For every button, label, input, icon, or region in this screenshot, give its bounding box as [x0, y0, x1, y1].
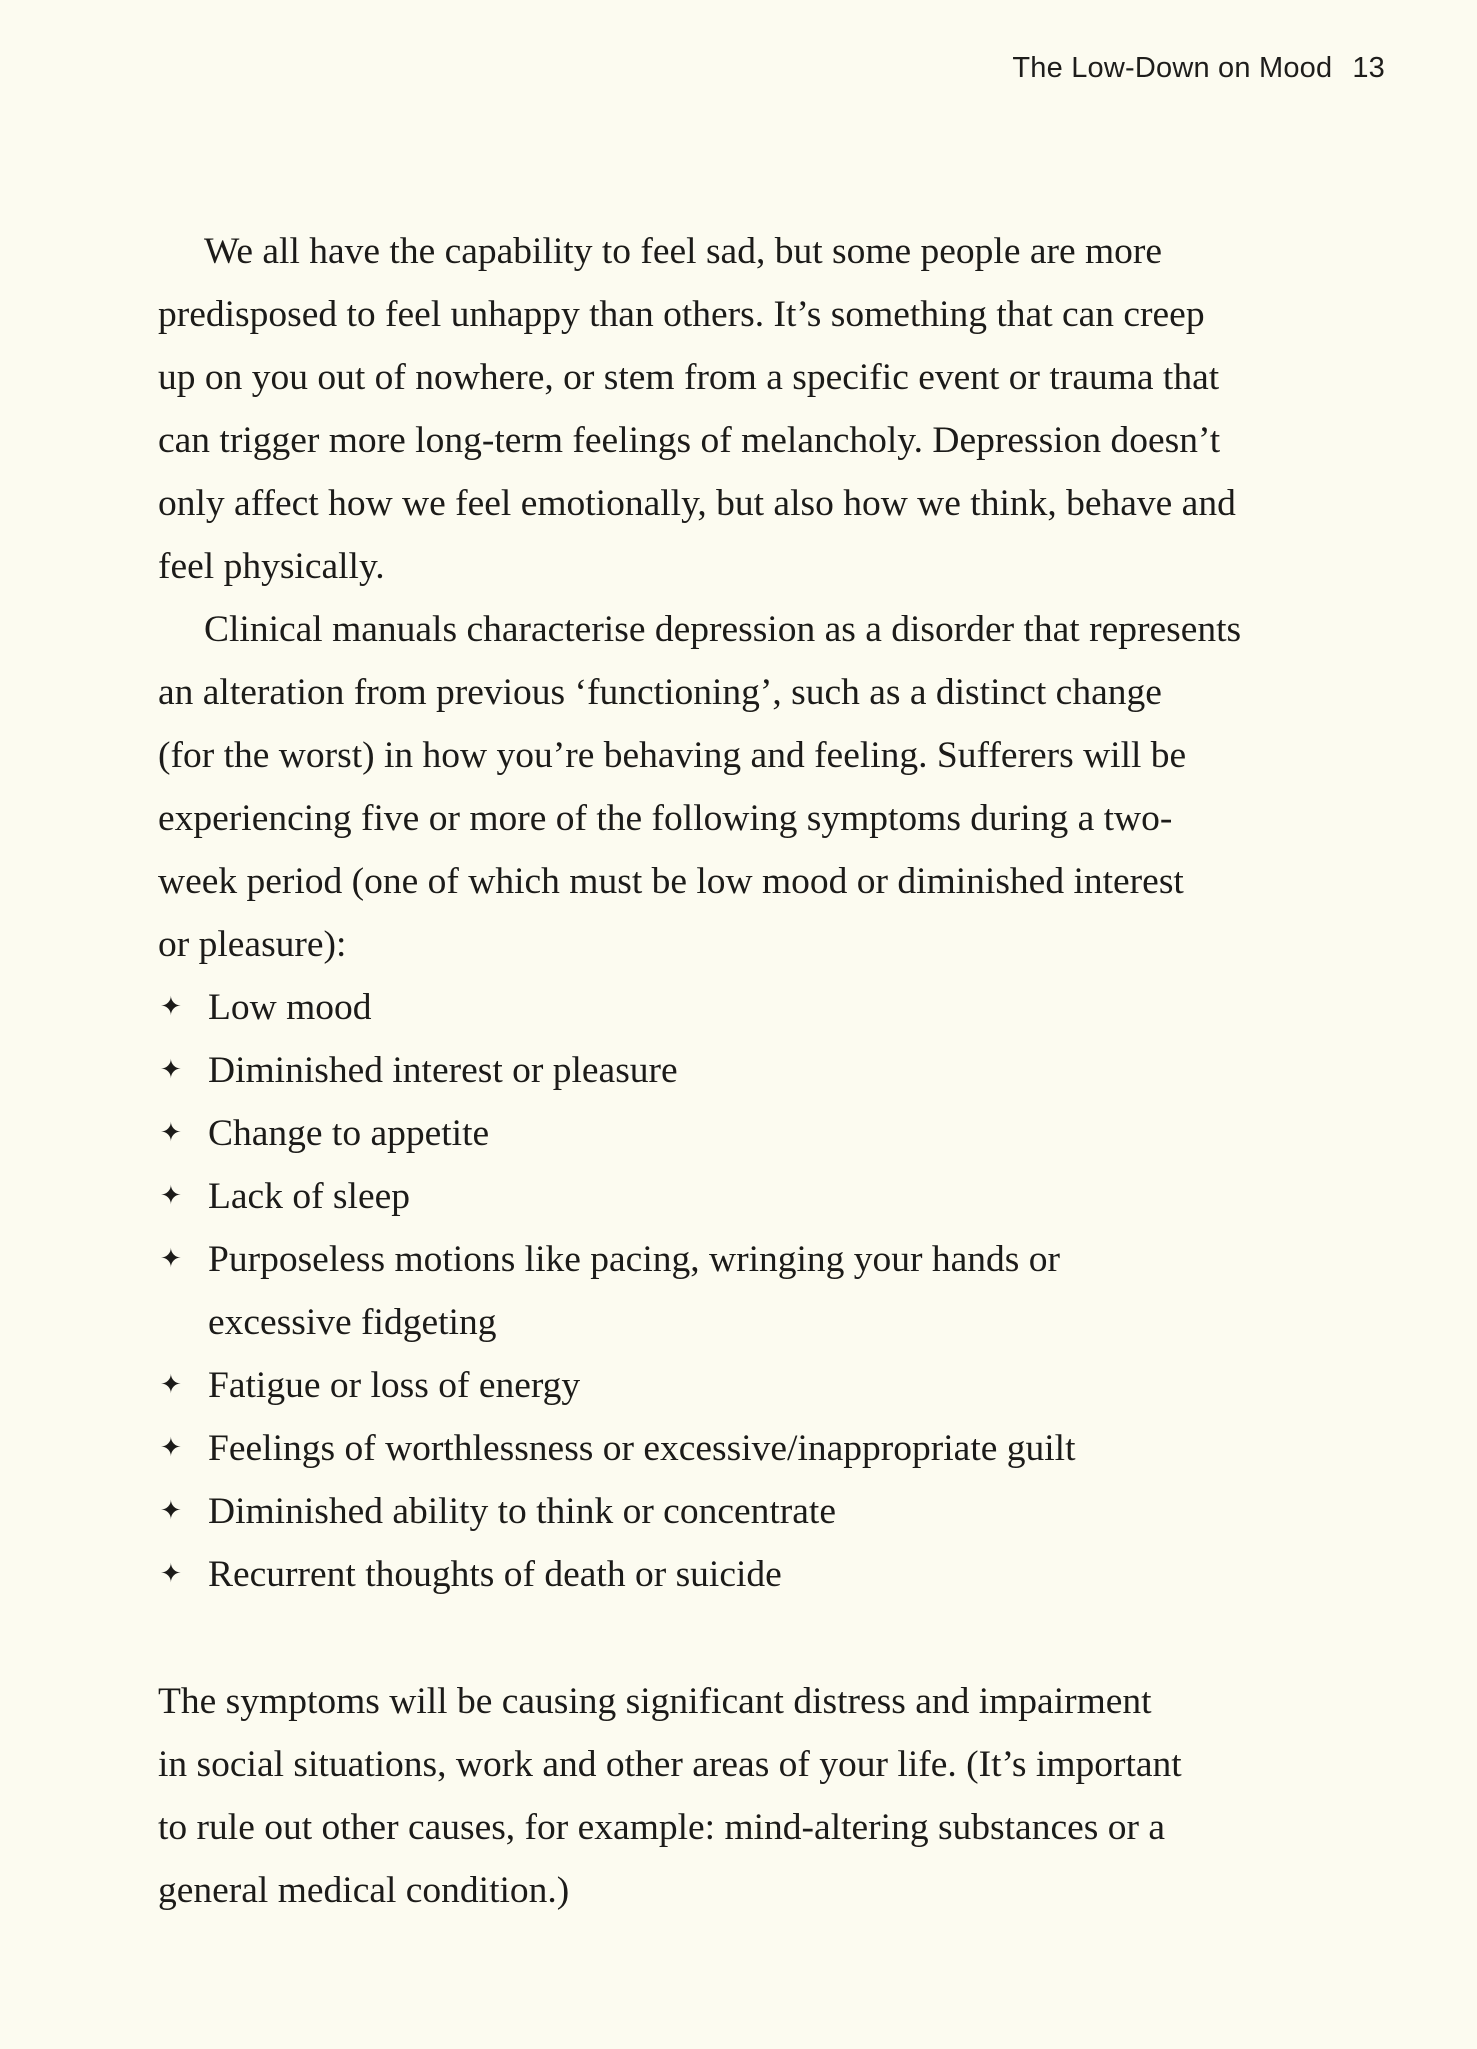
running-title: The Low-Down on Mood: [1012, 52, 1333, 84]
paragraph-line: Clinical manuals characterise depression as a disorder that represents: [204, 609, 1242, 650]
page-number: 13: [1352, 52, 1385, 84]
four-pointed-star-icon: ✦: [160, 1559, 182, 1589]
symptom-list: [158, 976, 1398, 1606]
symptom-item: [158, 1039, 1398, 1102]
symptom-text: Change to appetite: [208, 1113, 490, 1154]
paragraph-line: experiencing five or more of the following symptoms during a two-: [158, 798, 1173, 839]
symptom-text: Diminished ability to think or concentrate: [208, 1491, 836, 1532]
four-pointed-star-icon: ✦: [160, 1118, 182, 1148]
symptom-text: Lack of sleep: [208, 1176, 410, 1217]
paragraph-line: feel physically.: [158, 546, 385, 587]
paragraph-line: week period (one of which must be low mood or diminished interest: [158, 861, 1184, 902]
symptom-item: [158, 1354, 1398, 1417]
paragraph-line: an alteration from previous ‘functioning’, such as a distinct change: [158, 672, 1162, 713]
symptom-item: [158, 1480, 1398, 1543]
symptom-item: [158, 1543, 1398, 1606]
four-pointed-star-icon: ✦: [160, 1055, 182, 1085]
symptom-text: Feelings of worthlessness or excessive/inappropriate guilt: [208, 1428, 1076, 1469]
four-pointed-star-icon: ✦: [160, 1433, 182, 1463]
symptom-item: [158, 1102, 1398, 1165]
paragraph-clinical-manuals: [158, 598, 1398, 976]
four-pointed-star-icon: ✦: [160, 1370, 182, 1400]
paragraph-symptoms-distress: [158, 1670, 1398, 1922]
paragraph-line: only affect how we feel emotionally, but also how we think, behave and: [158, 483, 1236, 524]
paragraph-line: in social situations, work and other areas of your life. (It’s important: [158, 1744, 1182, 1785]
four-pointed-star-icon: ✦: [160, 1181, 182, 1211]
four-pointed-star-icon: ✦: [160, 1244, 182, 1274]
symptom-text: Low mood: [208, 987, 372, 1028]
paragraph-line: to rule out other causes, for example: mind-altering substances or a: [158, 1807, 1165, 1848]
symptom-item: [158, 1165, 1398, 1228]
section-gap: [158, 1606, 1398, 1670]
symptom-text: excessive fidgeting: [208, 1302, 497, 1343]
symptom-item: [158, 976, 1398, 1039]
symptom-text: Diminished interest or pleasure: [208, 1050, 678, 1091]
paragraph-line: predisposed to feel unhappy than others. It’s something that can creep: [158, 294, 1205, 335]
symptom-item: [158, 1228, 1398, 1354]
paragraph-line: The symptoms will be causing significant distress and impairment: [158, 1681, 1152, 1722]
paragraph-line: We all have the capability to feel sad, but some people are more: [204, 231, 1163, 272]
symptom-text: Recurrent thoughts of death or suicide: [208, 1554, 782, 1595]
running-header: [1012, 52, 1385, 85]
paragraph-line: (for the worst) in how you’re behaving and feeling. Sufferers will be: [158, 735, 1187, 776]
symptom-item: [158, 1417, 1398, 1480]
paragraph-capability: [158, 220, 1398, 598]
symptom-text: Fatigue or loss of energy: [208, 1365, 581, 1406]
four-pointed-star-icon: ✦: [160, 1496, 182, 1526]
paragraph-line: can trigger more long-term feelings of melancholy. Depression doesn’t: [158, 420, 1221, 461]
symptom-text: Purposeless motions like pacing, wringing your hands or: [208, 1239, 1060, 1280]
paragraph-line: general medical condition.): [158, 1870, 570, 1911]
paragraph-line: or pleasure):: [158, 924, 347, 965]
page-body: [158, 220, 1398, 1922]
paragraph-line: up on you out of nowhere, or stem from a specific event or trauma that: [158, 357, 1220, 398]
four-pointed-star-icon: ✦: [160, 992, 182, 1022]
